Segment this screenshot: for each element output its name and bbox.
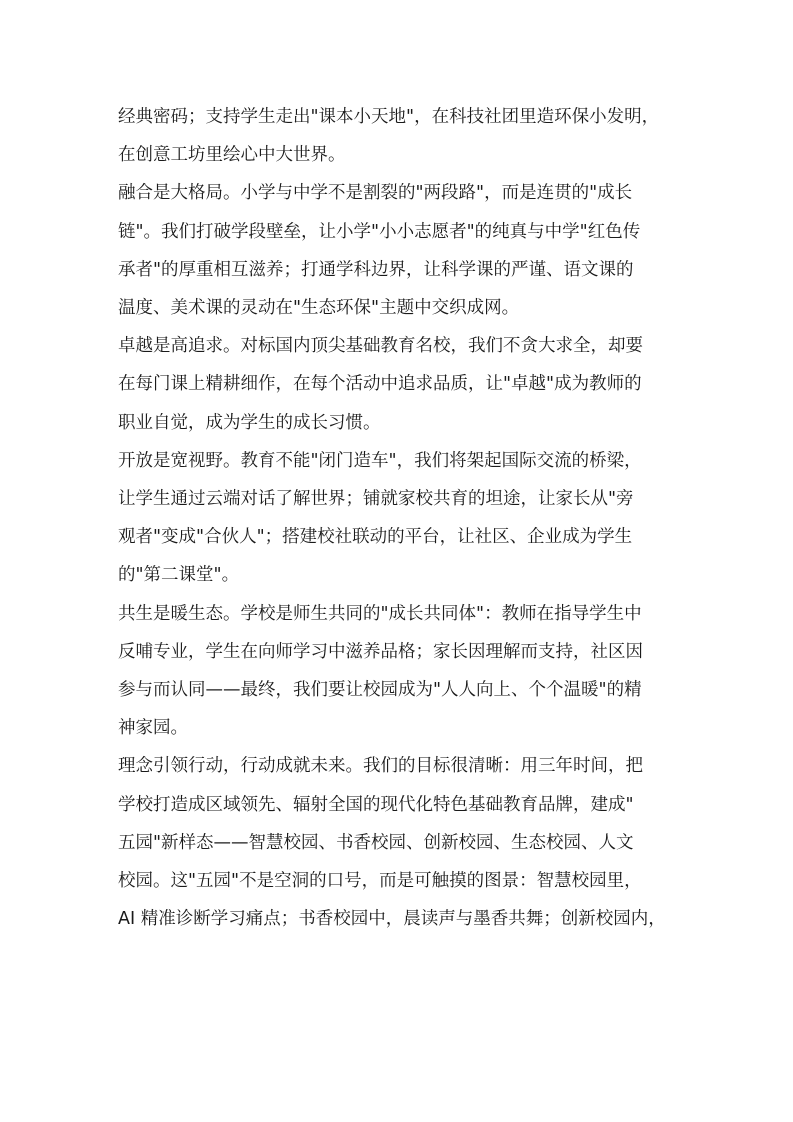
text-line: 开放是宽视野。教育不能"闭门造车"，我们将架起国际交流的桥梁， bbox=[118, 450, 642, 471]
text-line: 在创意工坊里绘心中大世界。 bbox=[118, 145, 346, 166]
text-line: 的"第二课堂"。 bbox=[118, 565, 240, 586]
text-line: 学校打造成区域领先、辐射全国的现代化特色基础教育品牌，建成" bbox=[118, 794, 634, 815]
text-line: 经典密码；支持学生走出"课本小天地"，在科技社团里造环保小发明， bbox=[118, 107, 660, 127]
text-line: 温度、美术课的灵动在"生态环保"主题中交织成网。 bbox=[118, 298, 520, 319]
text-line: 链"。我们打破学段壁垒，让小学"小小志愿者"的纯真与中学"红色传 bbox=[118, 221, 641, 242]
text-line: 共生是暖生态。学校是师生共同的"成长共同体"：教师在指导学生中 bbox=[118, 603, 642, 624]
text-line: 承者"的厚重相互滋养；打通学科边界，让科学课的严谨、语文课的 bbox=[118, 259, 634, 280]
text-line: 融合是大格局。小学与中学不是割裂的"两段路"，而是连贯的"成长 bbox=[118, 183, 633, 204]
text-line: 反哺专业，学生在向师学习中滋养品格；家长因理解而支持，社区因 bbox=[118, 641, 643, 662]
text-line: 在每门课上精耕细作，在每个活动中追求品质，让"卓越"成为教师的 bbox=[118, 374, 642, 395]
body-text bbox=[118, 98, 678, 938]
text-line: 五园"新样态——智慧校园、书香校园、创新校园、生态校园、人文 bbox=[118, 832, 634, 853]
text-line: 职业自觉，成为学生的成长习惯。 bbox=[118, 412, 381, 433]
text-line: 卓越是高追求。对标国内顶尖基础教育名校，我们不贪大求全，却要 bbox=[118, 336, 643, 357]
text-line: 参与而认同——最终，我们要让校园成为"人人向上、个个温暖"的精 bbox=[118, 680, 642, 701]
text-line: AI 精准诊断学习痛点；书香校园中，晨读声与墨香共舞；创新校园内， bbox=[118, 909, 666, 930]
text-line: 神家园。 bbox=[118, 718, 188, 739]
text-line: 观者"变成"合伙人"；搭建校社联动的平台，让社区、企业成为学生 bbox=[118, 527, 633, 548]
text-line: 让学生通过云端对话了解世界；铺就家校共育的坦途，让家长从"旁 bbox=[118, 489, 634, 510]
text-line: 校园。这"五园"不是空洞的口号，而是可触摸的图景：智慧校园里， bbox=[118, 871, 642, 892]
text-line: 理念引领行动，行动成就未来。我们的目标很清晰：用三年时间，把 bbox=[118, 756, 643, 777]
